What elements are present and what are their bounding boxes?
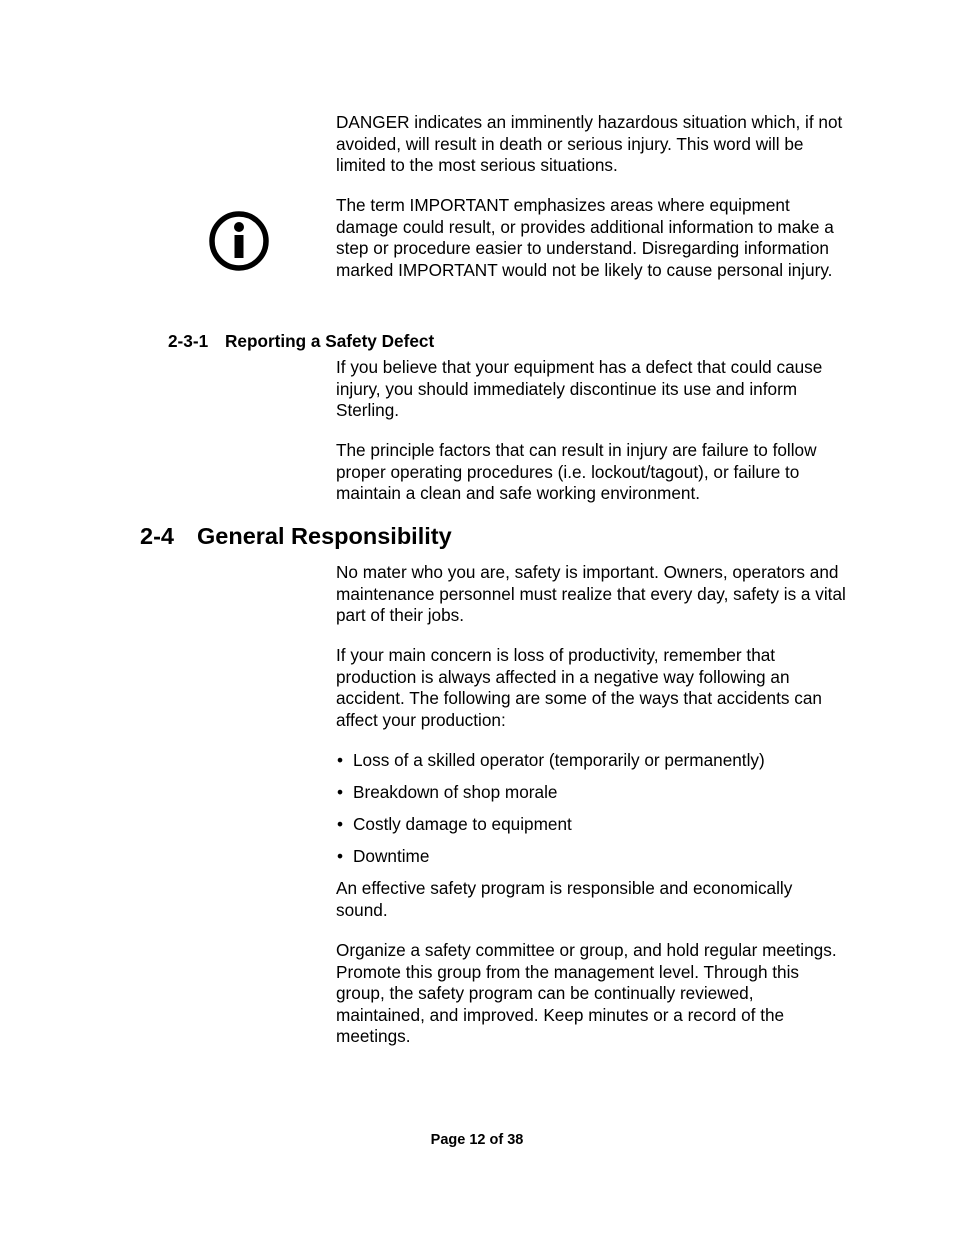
responsibility-paragraph-3: An effective safety program is responsible and economically sound.: [336, 878, 793, 920]
list-item: [336, 814, 765, 846]
subsection-title: Reporting a Safety Defect: [225, 331, 435, 351]
danger-paragraph: DANGER indicates an imminently hazardous situation which, if not avoided, will result in death or serious injury. This word will be limited to the most serious situations.: [336, 112, 843, 176]
list-item: [336, 750, 765, 782]
responsibility-paragraph-2: If your main concern is loss of productivity, remember that production is always affected in a negative way following an accident. The following are some of the ways that accidents can affect your production:: [336, 645, 822, 730]
bullet-icon: •: [337, 846, 344, 866]
reporting-paragraph-2: The principle factors that can result in injury are failure to follow proper operating procedures (i.e. lockout/tagout), or failure to maintain a clean and safe working environment.: [336, 440, 817, 504]
bullet-icon: •: [337, 814, 344, 834]
bullet-icon: •: [337, 750, 344, 770]
list-item-text: Costly damage to equipment: [353, 814, 572, 834]
list-item-text: Downtime: [353, 846, 430, 866]
subsection-number: 2-3-1: [168, 331, 209, 351]
page-number-footer: Page 12 of 38: [430, 1132, 524, 1148]
section-title: General Responsibility: [197, 523, 452, 549]
accident-effects-list: [336, 750, 765, 878]
subsection-heading-reporting-safety-defect: [168, 331, 434, 352]
bullet-icon: •: [337, 782, 344, 802]
info-icon: [208, 210, 270, 272]
list-item: [336, 846, 765, 878]
responsibility-paragraph-1: No mater who you are, safety is important. Owners, operators and maintenance personnel must realize that every day, safety is a vital part of their jobs.: [336, 562, 846, 626]
section-heading-general-responsibility: [140, 523, 452, 550]
list-item: [336, 782, 765, 814]
important-note-text: The term IMPORTANT emphasizes areas where equipment damage could result, or provides additional information to make a step or procedure easier to understand. Disregarding information marked IMPORTANT would not be likely to cause personal injury.: [336, 195, 834, 280]
list-item-text: Breakdown of shop morale: [353, 782, 558, 802]
section-number: 2-4: [140, 523, 174, 549]
reporting-paragraph-1: If you believe that your equipment has a defect that could cause injury, you should immediately discontinue its use and inform Sterling.: [336, 357, 823, 421]
list-item-text: Loss of a skilled operator (temporarily or permanently): [353, 750, 765, 770]
responsibility-paragraph-4: Organize a safety committee or group, and hold regular meetings. Promote this group from the management level. Through this group, the safety program can be continually reviewed, maintained, and improved. Keep minutes or a record of the meetings.: [336, 940, 837, 1047]
